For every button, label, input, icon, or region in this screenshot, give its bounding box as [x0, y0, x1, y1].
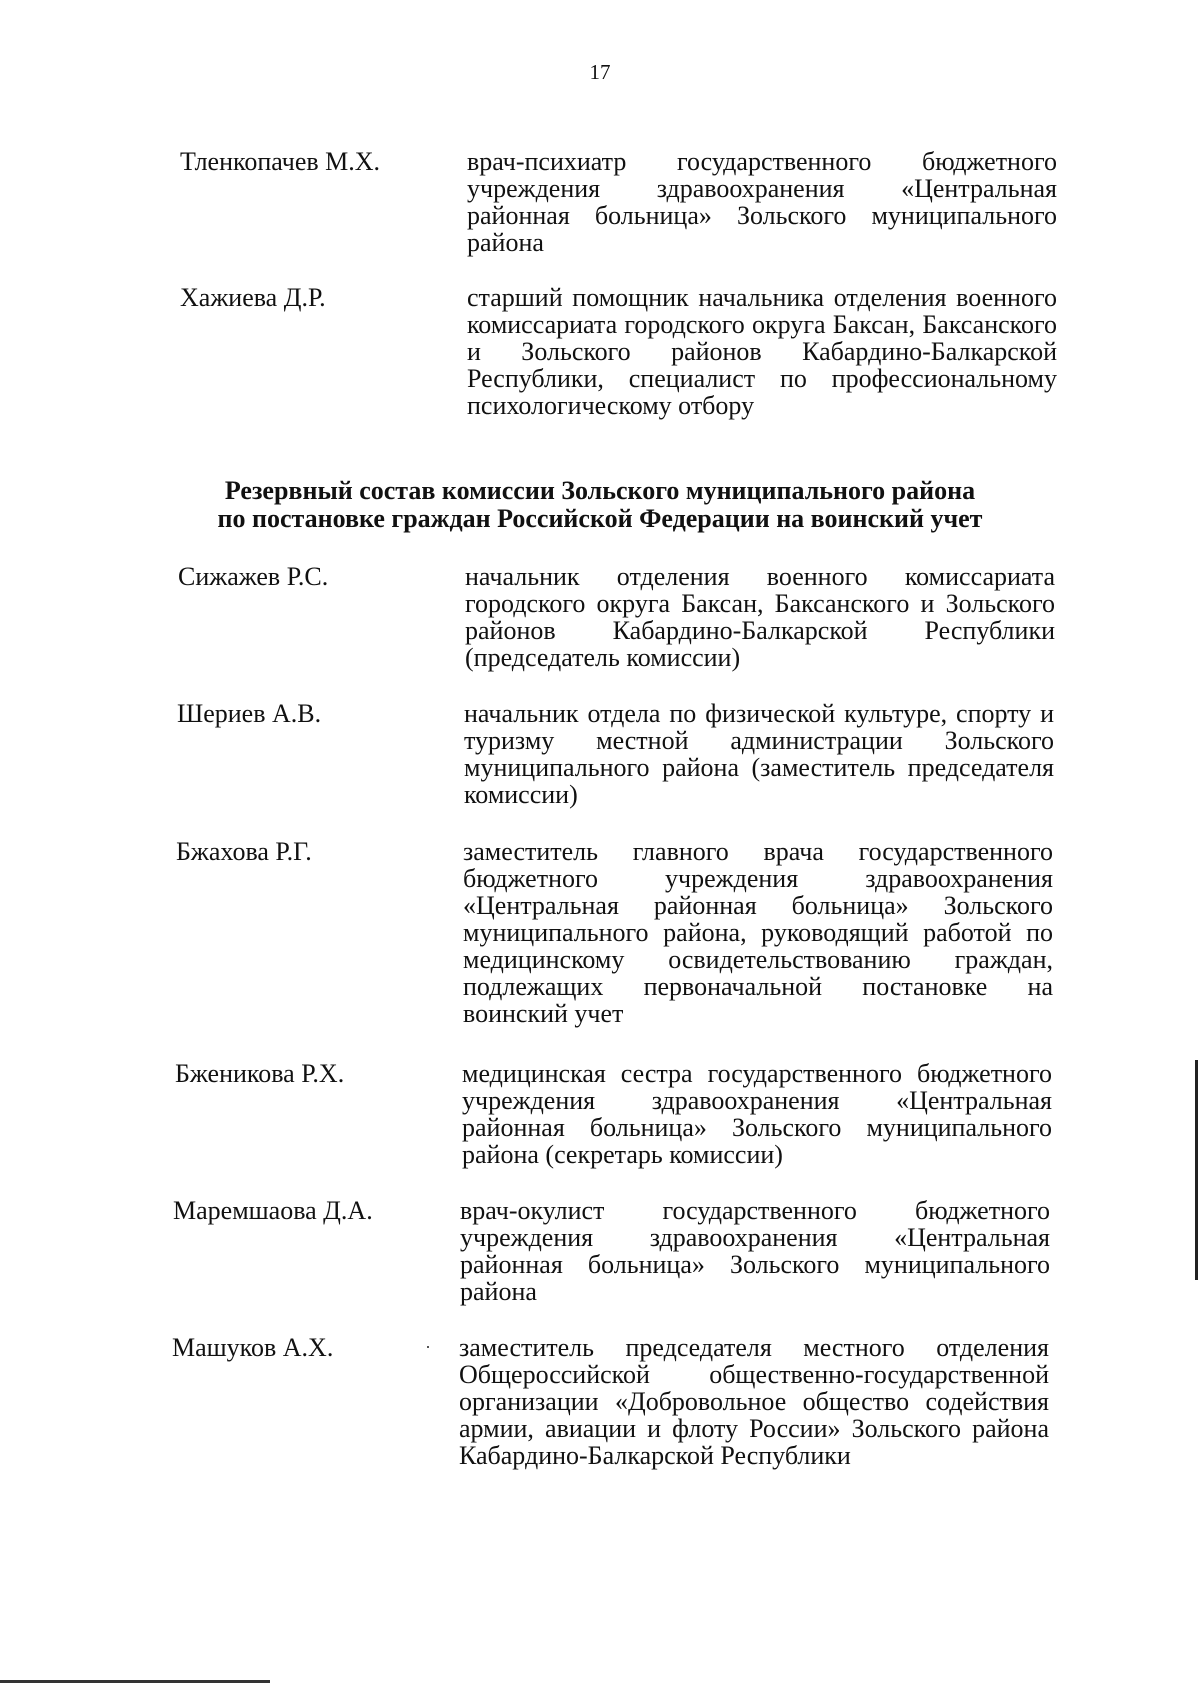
- member-name: Сижажев Р.С.: [178, 562, 329, 591]
- section-heading: [150, 477, 1050, 533]
- member-name: Тленкопачев М.Х.: [180, 147, 381, 176]
- member-name: Хажиева Д.Р.: [180, 283, 326, 312]
- member-name: Шериев А.В.: [177, 699, 322, 728]
- page-number: 17: [589, 60, 611, 84]
- member-description: врач-окулист государственного бюджетного учреждения здравоохранения «Центральная районная больница» Зольского муниципального района: [460, 1196, 1050, 1306]
- member-description: заместитель главного врача государственного бюджетного учреждения здравоохранения «Центральная районная больница» Зольского муниципального района, руководящий работой по медицинскому освидетельствованию граждан, подлежащих первоначальной постановке на воинский учет: [463, 837, 1053, 1028]
- scan-artifact-right-edge: [1195, 1060, 1198, 1280]
- member-description: медицинская сестра государственного бюджетного учреждения здравоохранения «Центральная районная больница» Зольского муниципального района (секретарь комиссии): [462, 1059, 1052, 1169]
- section-heading-line-1: Резервный состав комиссии Зольского муниципального района: [224, 476, 976, 505]
- section-heading-line-2: по постановке граждан Российской Федерации на воинский учет: [217, 504, 983, 533]
- member-name: Маремшаова Д.А.: [173, 1196, 373, 1225]
- member-description: начальник отделения военного комиссариата городского округа Баксан, Баксанского и Зольского районов Кабардино-Балкарской Республики (председатель комиссии): [465, 562, 1055, 672]
- member-description: заместитель председателя местного отделения Общероссийской общественно-государственной организации «Добровольное общество содействия армии, авиации и флоту России» Зольского района Кабардино-Балкарской Республики: [459, 1333, 1049, 1470]
- member-name: Машуков А.Х.: [172, 1333, 334, 1362]
- member-description: врач-психиатр государственного бюджетного учреждения здравоохранения «Центральная районная больница» Зольского муниципального района: [467, 147, 1057, 257]
- member-description: начальник отдела по физической культуре, спорту и туризму местной администрации Зольского муниципального района (заместитель председателя комиссии): [464, 699, 1054, 809]
- member-description: старший помощник начальника отделения военного комиссариата городского округа Баксан, Баксанского и Зольского районов Кабардино-Балкарской Республики, специалист по профессиональному психологическому отбору: [467, 283, 1057, 420]
- member-name: Бженикова Р.Х.: [175, 1059, 345, 1088]
- member-name: Бжахова Р.Г.: [176, 837, 312, 866]
- scan-artifact-dot: [427, 1346, 429, 1348]
- scan-artifact-bottom-edge: [0, 1680, 270, 1683]
